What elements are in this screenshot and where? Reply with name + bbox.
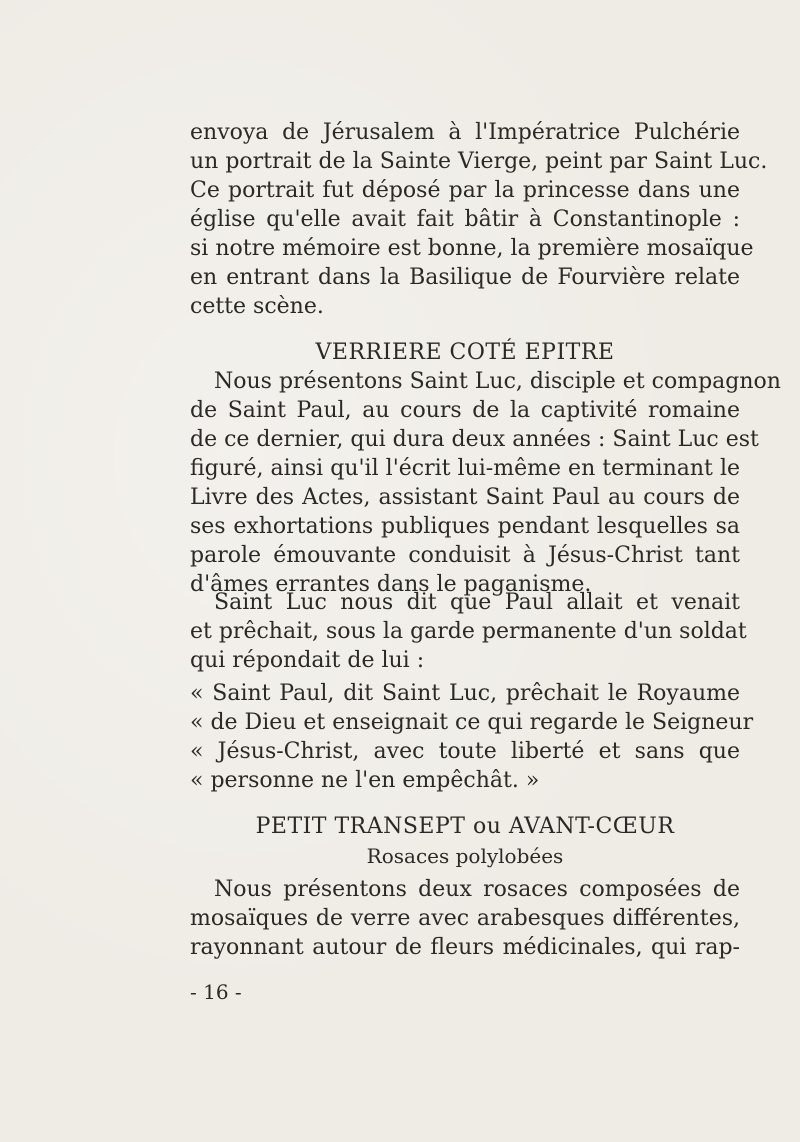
paragraph-3: [190, 588, 747, 675]
text-line: Livre des Actes, assistant Saint Paul au cours de: [190, 485, 740, 510]
quote-line: « personne ne l'en empêchât. »: [190, 768, 540, 793]
text-line: d'âmes errantes dans le paganisme.: [190, 572, 592, 597]
text-line: envoya de Jérusalem à l'Impératrice Pulchérie: [190, 120, 740, 145]
paragraph-4: [190, 875, 740, 962]
text-line: cette scène.: [190, 294, 324, 319]
text-line: église qu'elle avait fait bâtir à Constantinople :: [190, 207, 740, 232]
text-line: en entrant dans la Basilique de Fourvière relate: [190, 265, 740, 290]
section-heading-transept: PETIT TRANSEPT ou AVANT-CŒUR: [255, 814, 675, 839]
text-line: Nous présentons deux rosaces composées de: [214, 877, 740, 902]
text-line: de Saint Paul, au cours de la captivité romaine: [190, 398, 740, 423]
text-line: qui répondait de lui :: [190, 648, 425, 673]
paragraph-2: [190, 367, 781, 599]
text-line: rayonnant autour de fleurs médicinales, qui rap-: [190, 935, 740, 960]
text-line: mosaïques de verre avec arabesques différentes,: [190, 906, 740, 931]
page-number: - 16 -: [190, 980, 242, 1004]
text-line: ses exhortations publiques pendant lesquelles sa: [190, 514, 740, 539]
quote-line: « Saint Paul, dit Saint Luc, prêchait le Royaume: [190, 681, 740, 706]
text-line: Ce portrait fut déposé par la princesse dans une: [190, 178, 740, 203]
quote-line: « de Dieu et enseignait ce qui regarde le Seigneur: [190, 710, 754, 735]
text-line: de ce dernier, qui dura deux années : Saint Luc est: [190, 427, 759, 452]
text-line: et prêchait, sous la garde permanente d'un soldat: [190, 619, 747, 644]
text-line: Nous présentons Saint Luc, disciple et compagnon: [214, 369, 781, 394]
text-line: figuré, ainsi qu'il l'écrit lui-même en terminant le: [190, 456, 740, 481]
paragraph-1: [190, 118, 768, 321]
quote-block: [190, 679, 754, 795]
text-line: Saint Luc nous dit que Paul allait et venait: [214, 590, 740, 615]
text-line: un portrait de la Sainte Vierge, peint par Saint Luc.: [190, 149, 768, 174]
quote-line: « Jésus-Christ, avec toute liberté et sans que: [190, 739, 740, 764]
text-line: si notre mémoire est bonne, la première mosaïque: [190, 236, 754, 261]
text-line: parole émouvante conduisit à Jésus-Christ tant: [190, 543, 740, 568]
section-heading-verriere: VERRIERE COTÉ EPITRE: [315, 340, 615, 365]
section-subheading-rosaces: Rosaces polylobées: [366, 844, 564, 868]
